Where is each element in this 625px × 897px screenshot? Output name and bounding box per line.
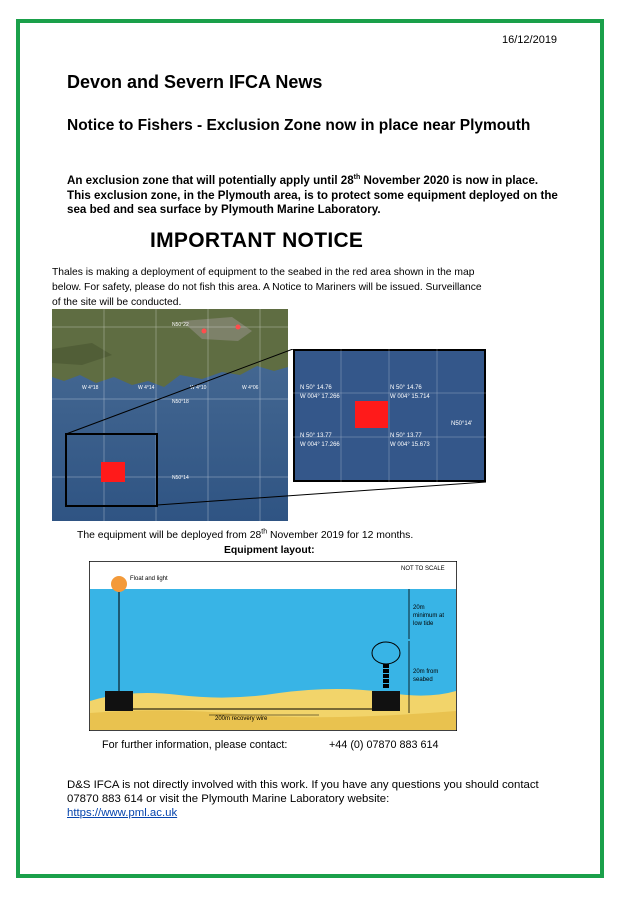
wire-label: 200m recovery wire [215,716,268,722]
coord-ne-lat: N 50° 14.76 [390,385,422,391]
depth-top-line3: low tide [413,621,434,627]
intro-paragraph [67,174,559,218]
coord-se-lon: W 004° 15.673 [390,442,430,448]
map-lat-label: N50°18 [172,399,189,405]
depth-bottom-line2: seabed [413,677,433,683]
depth-bottom-line1: 20m from [413,669,439,675]
map-lat-label: N50°14 [172,475,189,481]
coord-ne-lon: W 004° 15.714 [390,394,430,400]
intro-superscript: th [353,174,361,182]
date: 16/12/2019 [502,34,558,46]
equipment-layout-title: Equipment layout: [224,545,315,556]
deployment-caption [77,530,413,541]
inset-sea [293,349,486,482]
important-notice-title: IMPORTANT NOTICE [150,229,364,252]
caption-superscript: th [261,528,268,536]
inset-edge-label: N50°14' [451,421,473,427]
inset-map [293,349,486,482]
article-title: Notice to Fishers - Exclusion Zone now in place near Plymouth [67,117,531,134]
contact-phone: +44 (0) 07870 883 614 [329,739,439,751]
depth-top-line2: minimum at [413,613,445,619]
map-lon-label: W 4°06 [242,385,259,391]
depth-top-line1: 20m [413,605,425,611]
float-label: Float and light [130,576,168,582]
coord-sw-lon: W 004° 17.266 [300,442,340,448]
map-marker [202,329,207,334]
map-lon-label: W 4°14 [138,385,155,391]
page-title: Devon and Severn IFCA News [67,72,323,92]
inset-exclusion-zone [355,401,388,428]
map-marker [236,325,241,330]
map-lon-label: W 4°10 [190,385,207,391]
map-lon-label: W 4°18 [82,385,99,391]
notice-body: Thales is making a deployment of equipment to the seabed in the red area shown in the map below. For safety, please do not fish this area. A Notice to Mariners will be issued. Surveillance of the site will be conducted. [52,267,482,308]
anchor-block-right [372,691,400,711]
intro-text-end: November 2020 is now in place. This exclusion zone, in the Plymouth area, is to protect some equipment deployed on the sea bed and sea surface by Plymouth Marine Laboratory. [67,174,558,216]
caption-text-start: The equipment will be deployed from 28 [77,530,262,541]
coord-se-lat: N 50° 13.77 [390,433,422,439]
not-to-scale-label: NOT TO SCALE [401,566,445,572]
map-lat-label: N50°22 [172,322,189,328]
mooring-chain [383,664,389,688]
footer-text: D&S IFCA is not directly involved with this work. If you have any questions you should contact 07870 883 614 or visit the Plymouth Marine Laboratory website: [67,779,539,805]
equipment-diagram [89,561,457,731]
float-icon [111,576,127,592]
pml-website-link[interactable]: https://www.pml.ac.uk [67,807,178,819]
footer-paragraph [67,778,547,820]
coord-sw-lat: N 50° 13.77 [300,433,332,439]
coord-nw-lat: N 50° 14.76 [300,385,332,391]
coord-nw-lon: W 004° 17.266 [300,394,340,400]
contact-label: For further information, please contact: [102,739,288,751]
anchor-block-left [105,691,133,711]
intro-text-start: An exclusion zone that will potentially apply until 28 [67,174,354,187]
caption-text-end: November 2019 for 12 months. [267,530,414,541]
